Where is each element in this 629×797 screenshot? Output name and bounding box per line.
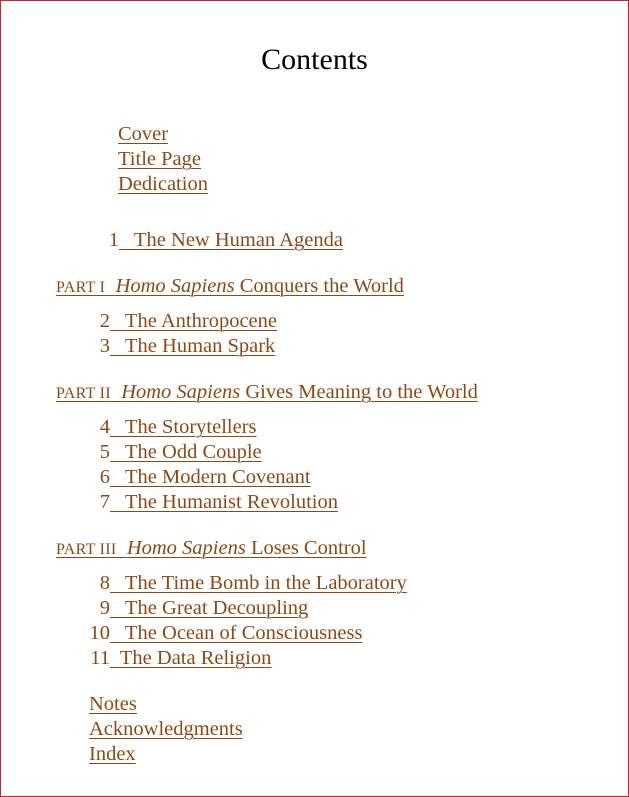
chapter-title: The Modern Covenant [125, 466, 311, 488]
toc-link-chapter-1[interactable] [93, 228, 343, 252]
chapter-title: The Humanist Revolution [125, 491, 338, 513]
chapter-title: The Storytellers [125, 416, 257, 438]
toc-link-notes[interactable]: Notes [89, 693, 137, 715]
part-label: PART II [56, 385, 111, 402]
chapter-number: 4 [99, 416, 110, 438]
part-title-rest: Loses Control [245, 537, 367, 559]
part-label: PART I [56, 279, 106, 296]
chapter-number: 5 [99, 441, 110, 463]
toc-link-title-page[interactable]: Title Page [118, 148, 201, 170]
toc-link-acknowledgments[interactable]: Acknowledgments [89, 718, 243, 740]
chapter-title: The Odd Couple [125, 441, 262, 463]
toc-link-part-1[interactable] [56, 274, 404, 300]
part-title-rest: Conquers the World [234, 275, 404, 297]
chapter-title: The Ocean of Consciousness [125, 622, 363, 644]
chapter-title: The Time Bomb in the Laboratory [125, 572, 407, 594]
chapter-title: The New Human Agenda [134, 229, 343, 251]
chapter-number: 3 [99, 335, 110, 357]
toc-link-chapter-11[interactable] [89, 646, 271, 670]
part-title-rest: Gives Meaning to the World [240, 381, 478, 403]
chapter-title: The Great Decoupling [125, 597, 309, 619]
toc-link-chapter-5[interactable] [89, 440, 262, 464]
part-title-italic: Homo Sapiens [126, 537, 246, 559]
toc-link-index[interactable]: Index [89, 743, 136, 765]
chapter-number: 6 [99, 466, 110, 488]
toc-link-chapter-10[interactable] [89, 621, 362, 645]
chapter-number: 2 [99, 310, 110, 332]
part-title-italic: Homo Sapiens [121, 381, 241, 403]
chapter-title: The Anthropocene [125, 310, 278, 332]
chapter-number: 10 [89, 622, 110, 644]
toc-link-part-3[interactable] [56, 536, 367, 562]
toc-link-cover[interactable]: Cover [118, 123, 169, 145]
toc-link-chapter-6[interactable] [89, 465, 311, 489]
toc-link-chapter-2[interactable] [89, 309, 277, 333]
page-title: Contents [261, 43, 368, 76]
chapter-title: The Human Spark [125, 335, 276, 357]
toc-link-chapter-4[interactable] [89, 415, 257, 439]
toc-link-chapter-7[interactable] [89, 490, 338, 514]
part-label: PART III [56, 541, 117, 558]
chapter-number: 11 [90, 647, 110, 669]
toc-link-chapter-8[interactable] [89, 571, 407, 595]
toc-link-part-2[interactable] [56, 380, 478, 406]
chapter-number: 1 [108, 229, 119, 251]
toc-link-dedication[interactable]: Dedication [118, 173, 208, 195]
toc-link-chapter-3[interactable] [89, 334, 275, 358]
chapter-number: 9 [99, 597, 110, 619]
chapter-title: The Data Religion [119, 647, 272, 669]
chapter-number: 7 [99, 491, 110, 513]
part-title-italic: Homo Sapiens [115, 275, 235, 297]
toc-link-chapter-9[interactable] [89, 596, 308, 620]
chapter-number: 8 [99, 572, 110, 594]
